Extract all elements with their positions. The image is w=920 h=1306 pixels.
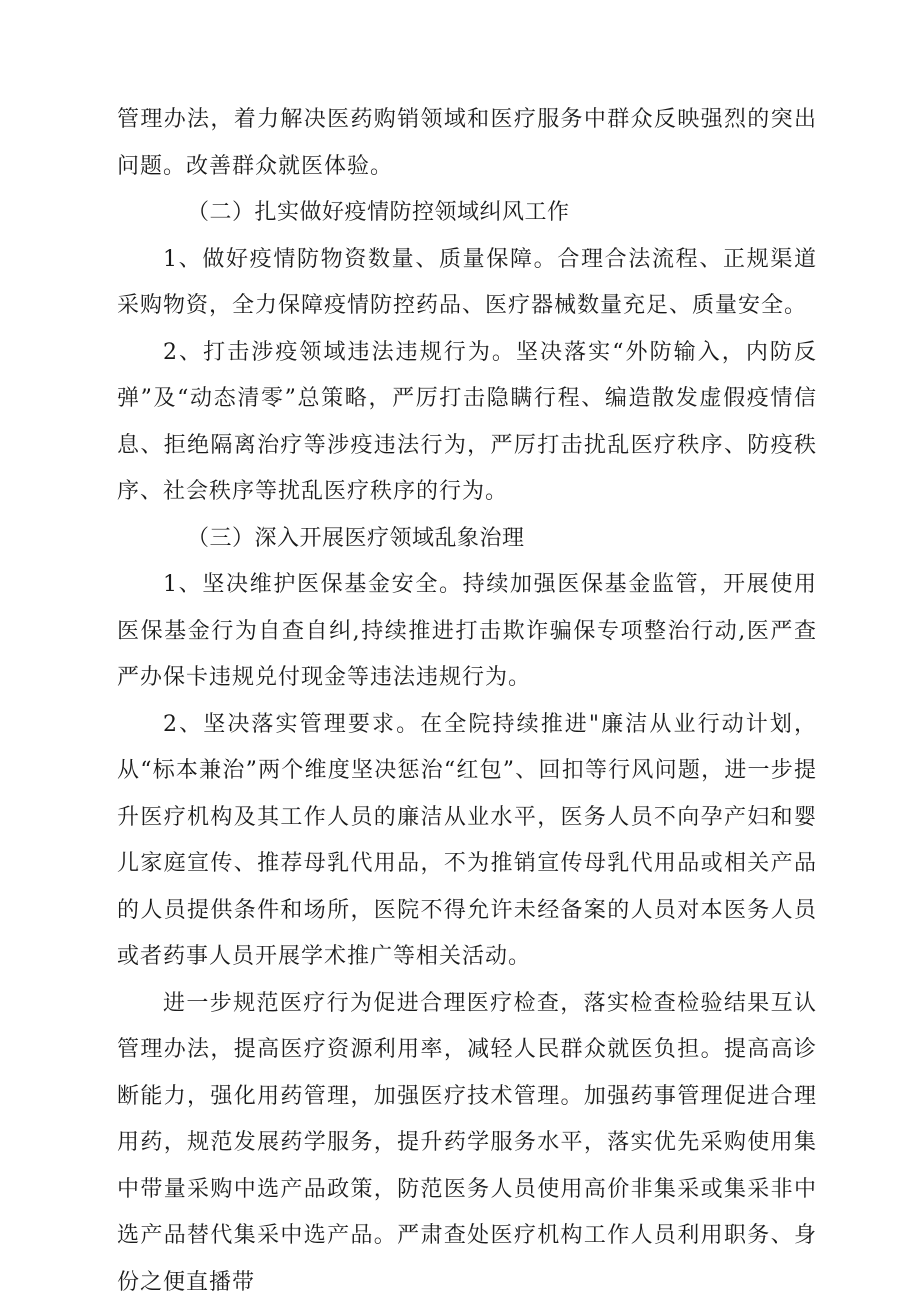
paragraph-epidemic-violations: 2、打击涉疫领域违法违规行为。坚决落实“外防输入，内防反弹”及“动态清零”总策略，严厉打击隐瞒行程、编造散发虚假疫情信息、拒绝隔离治疗等涉疫违法行为，严厉打击扰乱医疗秩序、防疫秩序、社会秩序等扰乱医疗秩序的行为。 bbox=[117, 330, 817, 516]
paragraph-standardize-medical-behavior: 进一步规范医疗行为促进合理医疗检查，落实检查检验结果互认管理办法，提高医疗资源利用率，减轻人民群众就医负担。提高高诊断能力，强化用药管理，加强医疗技术管理。加强药事管理促进合理用药，规范发展药学服务，提升药学服务水平，落实优先采购使用集中带量采购中选产品政策，防范医务人员使用高价非集采或集采非中选产品替代集采中选产品。严肃查处医疗机构工作人员利用职务、身份之便直播带 bbox=[117, 981, 817, 1306]
paragraph-insurance-fund: 1、坚决维护医保基金安全。持续加强医保基金监管，开展使用医保基金行为自查自纠,持续推进打击欺诈骗保专项整治行动,医严查严办保卡违规兑付现金等违法违规行为。 bbox=[117, 562, 817, 702]
section-heading-2: （二）扎实做好疫情防控领域纠风工作 bbox=[117, 190, 817, 237]
paragraph-epidemic-supplies: 1、做好疫情防物资数量、质量保障。合理合法流程、正规渠道采购物资，全力保障疫情防控药品、医疗器械数量充足、质量安全。 bbox=[117, 237, 817, 330]
paragraph-continuation: 管理办法，着力解决医药购销领域和医疗服务中群众反映强烈的突出问题。改善群众就医体验。 bbox=[117, 97, 817, 190]
section-heading-3: （三）深入开展医疗领域乱象治理 bbox=[117, 516, 817, 563]
paragraph-management-requirements: 2、坚决落实管理要求。在全院持续推进"廉洁从业行动计划，从“标本兼治”两个维度坚决惩治“红包”、回扣等行风问题，进一步提升医疗机构及其工作人员的廉洁从业水平，医务人员不向孕产妇和婴儿家庭宣传、推荐母乳代用品，不为推销宣传母乳代用品或相关产品的人员提供条件和场所，医院不得允许未经备案的人员对本医务人员或者药事人员开展学术推广等相关活动。 bbox=[117, 702, 817, 981]
document-body bbox=[117, 97, 817, 1306]
